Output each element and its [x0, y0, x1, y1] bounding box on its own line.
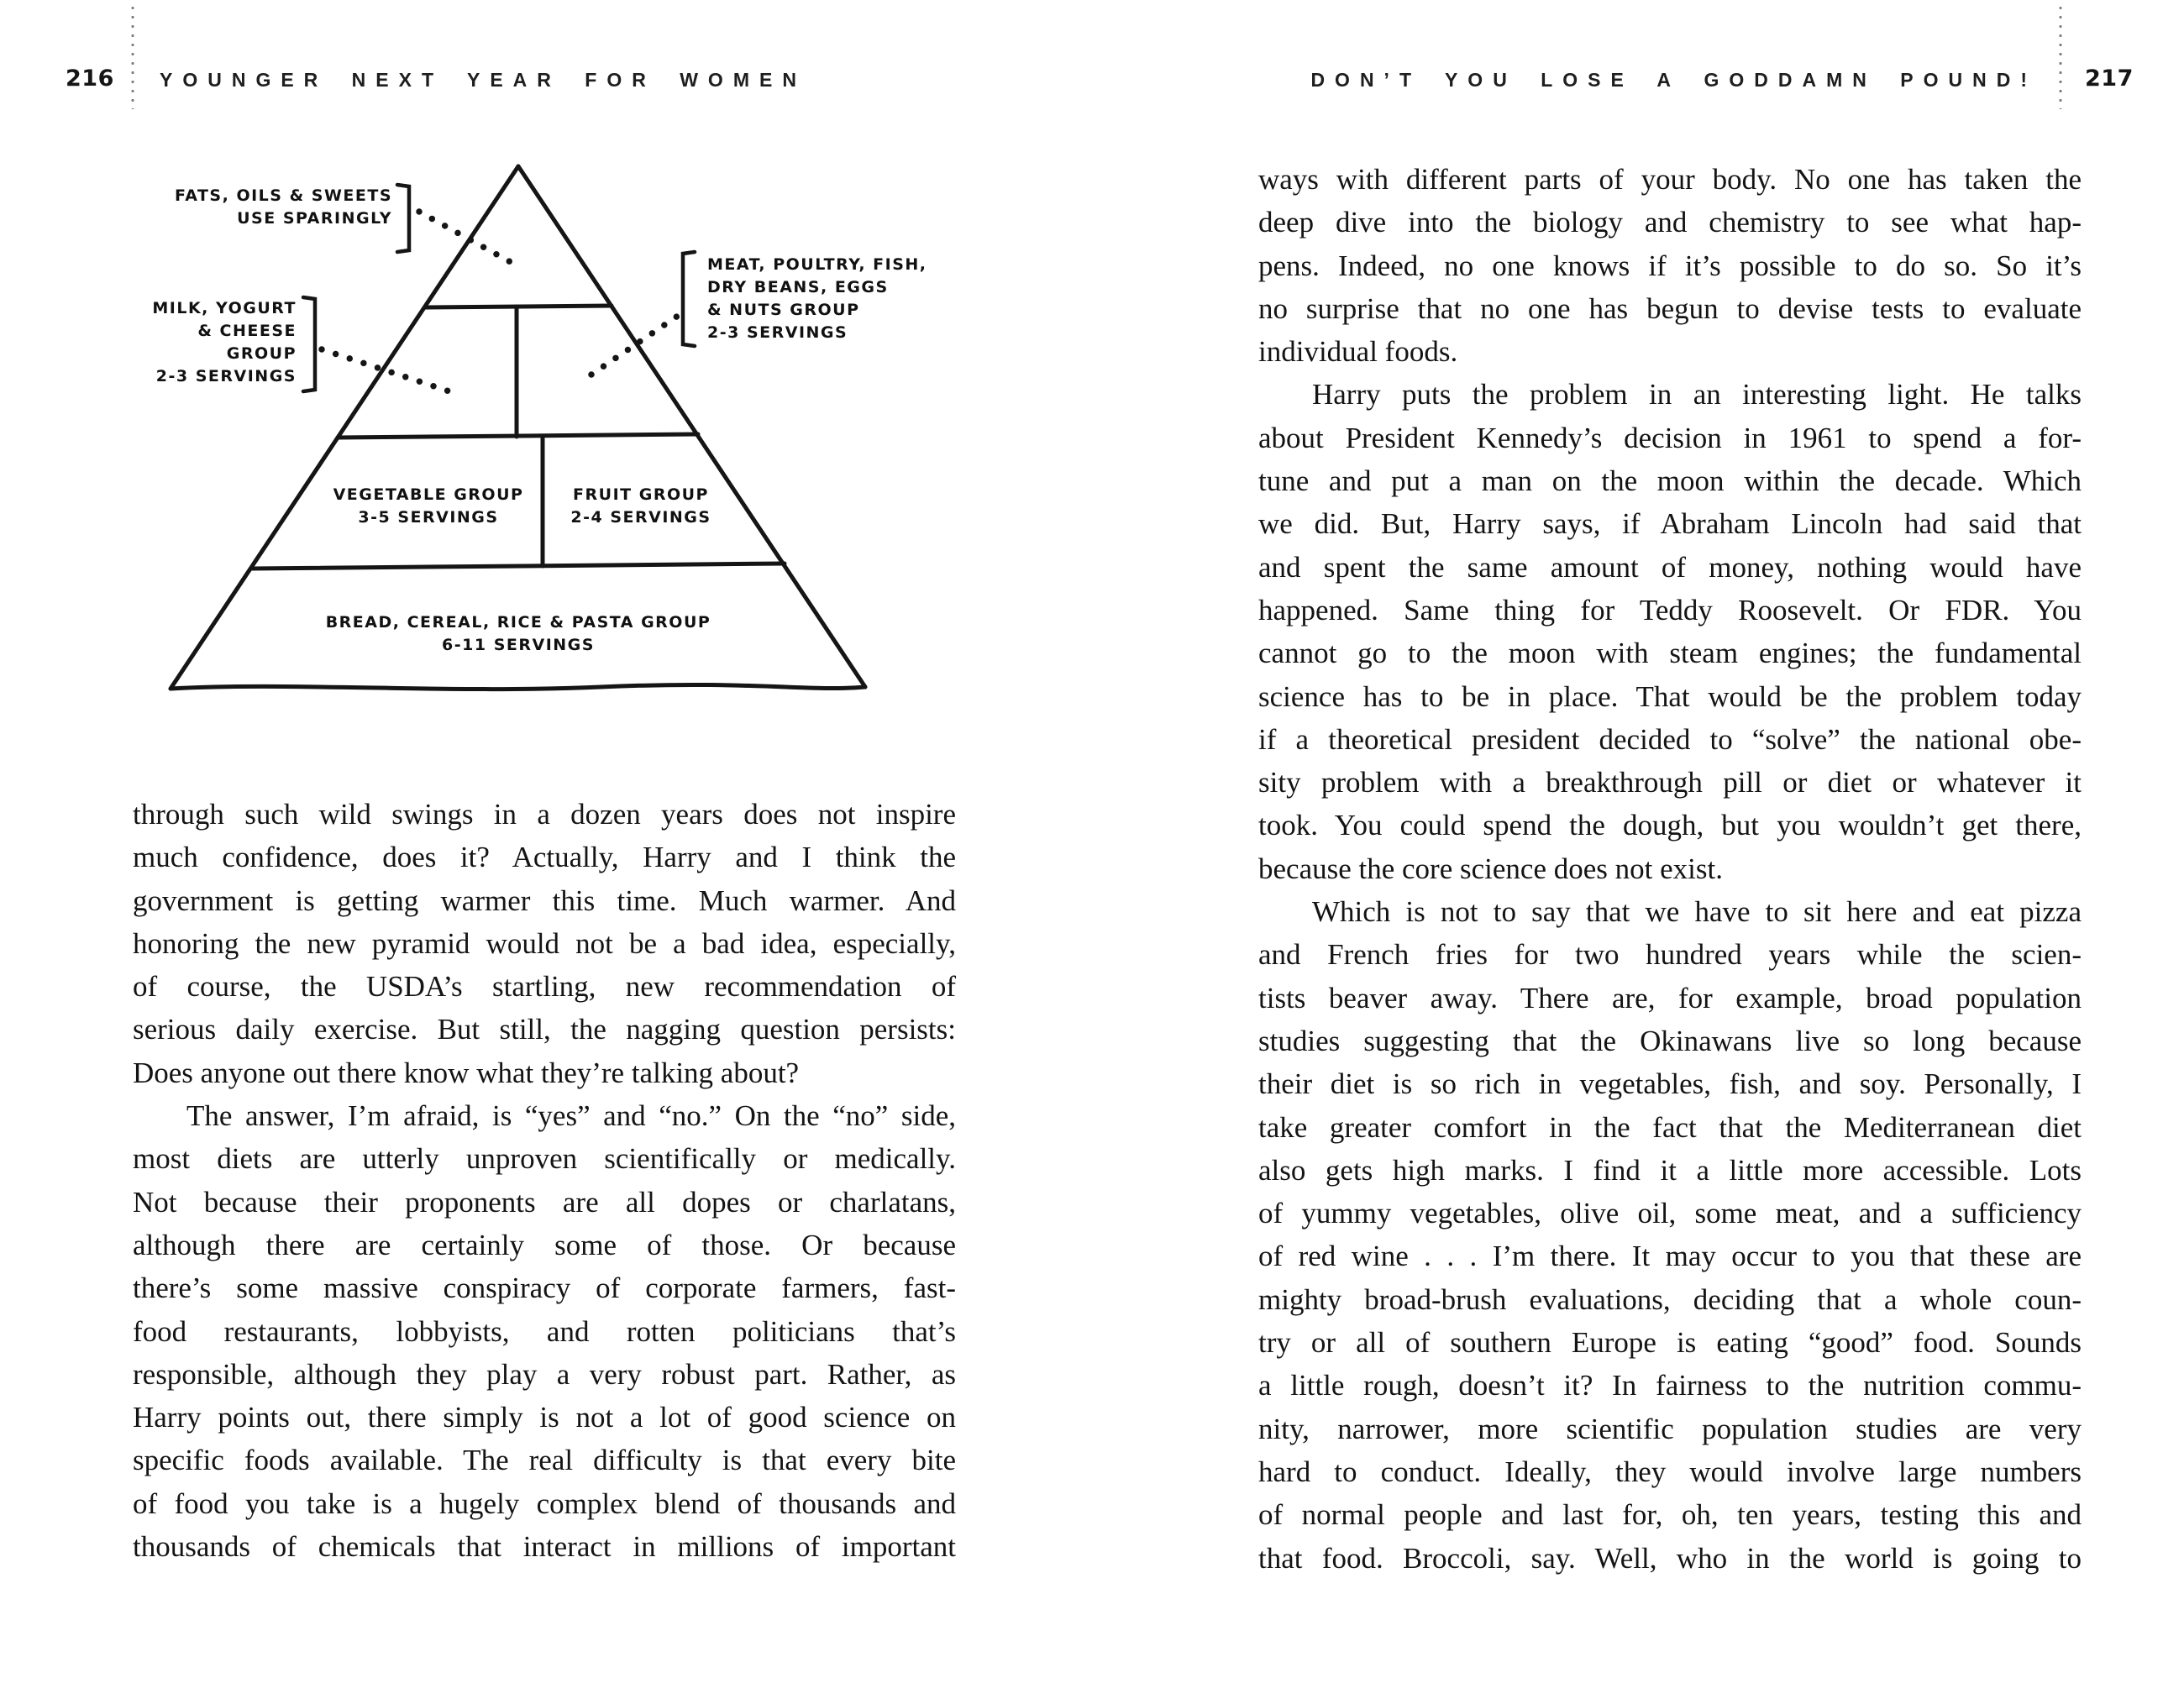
- text-line: nity, narrower, more scientific population studies are very: [1258, 1412, 2082, 1445]
- text-line: ways with different parts of your body. No one has taken the: [1258, 163, 2082, 196]
- text-line: pens. Indeed, no one knows if it’s possible to do so. So it’s: [1258, 249, 2082, 282]
- label-line: FRUIT GROUP: [573, 485, 709, 504]
- text-line: Harry points out, there simply is not a lot of good science on: [133, 1401, 956, 1434]
- label-line: & NUTS GROUP: [707, 301, 860, 319]
- text-line: their diet is so rich in vegetables, fish, and soy. Personally, I: [1258, 1067, 2082, 1101]
- label-line: 2-3 SERVINGS: [707, 323, 848, 342]
- pyramid-tier-bread: [326, 611, 711, 657]
- pyramid-right-edge: [518, 166, 865, 687]
- pyramid-label-fats: [175, 185, 392, 230]
- label-line: & CHEESE: [197, 322, 297, 340]
- meat-dotted-connector: [591, 316, 678, 375]
- text-line: of course, the USDA’s startling, new recommendation of: [133, 970, 956, 1004]
- text-line: studies suggesting that the Okinawans live so long because: [1258, 1024, 2082, 1057]
- text-line: through such wild swings in a dozen years does not inspire: [133, 798, 956, 831]
- pyramid-tier-vegetable: [333, 484, 524, 529]
- text-line: try or all of southern Europe is eating “good” food. Sounds: [1258, 1326, 2082, 1360]
- text-line: also gets high marks. I find it a little more accessible. Lots: [1258, 1153, 2082, 1187]
- text-line: cannot go to the moon with steam engines; the fundamental: [1258, 637, 2082, 670]
- text-line: deep dive into the biology and chemistry to see what hap-: [1258, 206, 2082, 239]
- text-line: honoring the new pyramid would not be a bad idea, especially,: [133, 926, 956, 960]
- text-line: Which is not to say that we have to sit here and eat pizza: [1312, 895, 2082, 929]
- text-line: of red wine . . . I’m there. It may occur to you that these are: [1258, 1240, 2082, 1273]
- label-line: MEAT, POULTRY, FISH,: [707, 255, 927, 274]
- label-line: 2-3 SERVINGS: [155, 367, 297, 385]
- text-line: there’s some massive conspiracy of corporate farmers, fast-: [133, 1271, 956, 1305]
- label-line: 2-4 SERVINGS: [570, 508, 711, 527]
- text-line: thousands of chemicals that interact in millions of important: [133, 1530, 956, 1564]
- label-line: MILK, YOGURT: [152, 299, 297, 317]
- text-line: although there are certainly some of those. Or because: [133, 1228, 956, 1261]
- body-paragraph: [1258, 158, 2082, 373]
- text-line: about President Kennedy’s decision in 1961 to spend a for-: [1258, 421, 2082, 454]
- label-line: 3-5 SERVINGS: [358, 508, 499, 527]
- text-line: food restaurants, lobbyists, and rotten politicians that’s: [133, 1314, 956, 1348]
- milk-callout-bracket: [303, 297, 315, 391]
- header-divider-dots-right: [2058, 3, 2063, 109]
- meat-callout-bracket: [683, 252, 695, 346]
- text-line: tists beaver away. There are, for example, broad population: [1258, 981, 2082, 1015]
- label-line: GROUP: [226, 344, 297, 363]
- label-line: FATS, OILS & SWEETS: [174, 186, 392, 205]
- page-number-right: 217: [2085, 66, 2134, 92]
- pyramid-label-meat: [707, 254, 927, 344]
- body-paragraph: [133, 1094, 956, 1568]
- milk-dotted-connector: [322, 349, 449, 391]
- text-line: and French fries for two hundred years while the scien-: [1258, 938, 2082, 972]
- text-line: mighty broad-brush evaluations, deciding that a whole coun-: [1258, 1282, 2082, 1316]
- label-line: DRY BEANS, EGGS: [707, 278, 889, 296]
- text-line: Harry puts the problem in an interesting light. He talks: [1312, 378, 2082, 412]
- pyramid-label-milk: [152, 297, 297, 388]
- body-paragraph: [1258, 890, 2082, 1580]
- label-line: VEGETABLE GROUP: [333, 485, 524, 504]
- text-line: if a theoretical president decided to “solve” the national obe-: [1258, 722, 2082, 756]
- body-paragraph: [133, 793, 956, 1094]
- pyramid-left-edge: [171, 166, 518, 689]
- pyramid-tier-fruit: [570, 484, 711, 529]
- text-line: because the core science does not exist.: [1258, 852, 1723, 885]
- page-number-left: 216: [66, 66, 114, 92]
- label-line: 6-11 SERVINGS: [442, 636, 595, 654]
- text-line: and spent the same amount of money, nothing would have: [1258, 550, 2082, 584]
- text-line: sity problem with a breakthrough pill or diet or whatever it: [1258, 766, 2082, 800]
- text-line: take greater comfort in the fact that the Mediterranean diet: [1258, 1110, 2082, 1144]
- text-line: no surprise that no one has begun to devise tests to evaluate: [1258, 291, 2082, 325]
- body-paragraph: [1258, 373, 2082, 890]
- left-page-body-text: [133, 793, 956, 1568]
- right-page-body-text: [1258, 158, 2082, 1580]
- text-line: hard to conduct. Ideally, they would involve large numbers: [1258, 1455, 2082, 1488]
- text-line: a little rough, doesn’t it? In fairness to the nutrition commu-: [1258, 1369, 2082, 1403]
- text-line: of yummy vegetables, olive oil, some meat, and a sufficiency: [1258, 1197, 2082, 1230]
- text-line: Not because their proponents are all dopes or charlatans,: [133, 1185, 956, 1219]
- text-line: serious daily exercise. But still, the nagging question persists:: [133, 1013, 956, 1046]
- text-line: we did. But, Harry says, if Abraham Lincoln had said that: [1258, 507, 2082, 541]
- text-line: most diets are utterly unproven scientifically or medically.: [133, 1142, 956, 1176]
- right-page: [1092, 0, 2184, 1704]
- header-divider-dots-left: [130, 3, 135, 109]
- pyramid-base-edge: [171, 684, 865, 689]
- text-line: tune and put a man on the moon within the decade. Which: [1258, 464, 2082, 498]
- running-title-right: DON’T YOU LOSE A GODDAMN POUND!: [1310, 69, 2037, 91]
- text-line: that food. Broccoli, say. Well, who in the world is going to: [1258, 1541, 2082, 1575]
- food-pyramid-diagram: [97, 151, 927, 739]
- text-line: of normal people and last for, oh, ten years, testing this and: [1258, 1498, 2082, 1532]
- label-line: USE SPARINGLY: [237, 209, 392, 228]
- text-line: responsible, although they play a very robust part. Rather, as: [133, 1357, 956, 1391]
- text-line: took. You could spend the dough, but you wouldn’t get there,: [1258, 809, 2082, 842]
- text-line: science has to be in place. That would be the problem today: [1258, 679, 2082, 713]
- text-line: of food you take is a hugely complex blend of thousands and: [133, 1486, 956, 1520]
- tier-divider-3: [251, 564, 785, 569]
- text-line: government is getting warmer this time. Much warmer. And: [133, 883, 956, 917]
- fats-callout-bracket: [397, 185, 409, 252]
- text-line: Does anyone out there know what they’re talking about?: [133, 1056, 800, 1089]
- text-line: much confidence, does it? Actually, Harry and I think the: [133, 841, 956, 874]
- text-line: happened. Same thing for Teddy Roosevelt. Or FDR. You: [1258, 593, 2082, 627]
- label-line: BREAD, CEREAL, RICE & PASTA GROUP: [325, 613, 711, 632]
- text-line: The answer, I’m afraid, is “yes” and “no.” On the “no” side,: [186, 1099, 956, 1133]
- text-line: individual foods.: [1258, 335, 1458, 369]
- text-line: specific foods available. The real difficulty is that every bite: [133, 1444, 956, 1477]
- running-title-left: YOUNGER NEXT YEAR FOR WOMEN: [160, 69, 806, 91]
